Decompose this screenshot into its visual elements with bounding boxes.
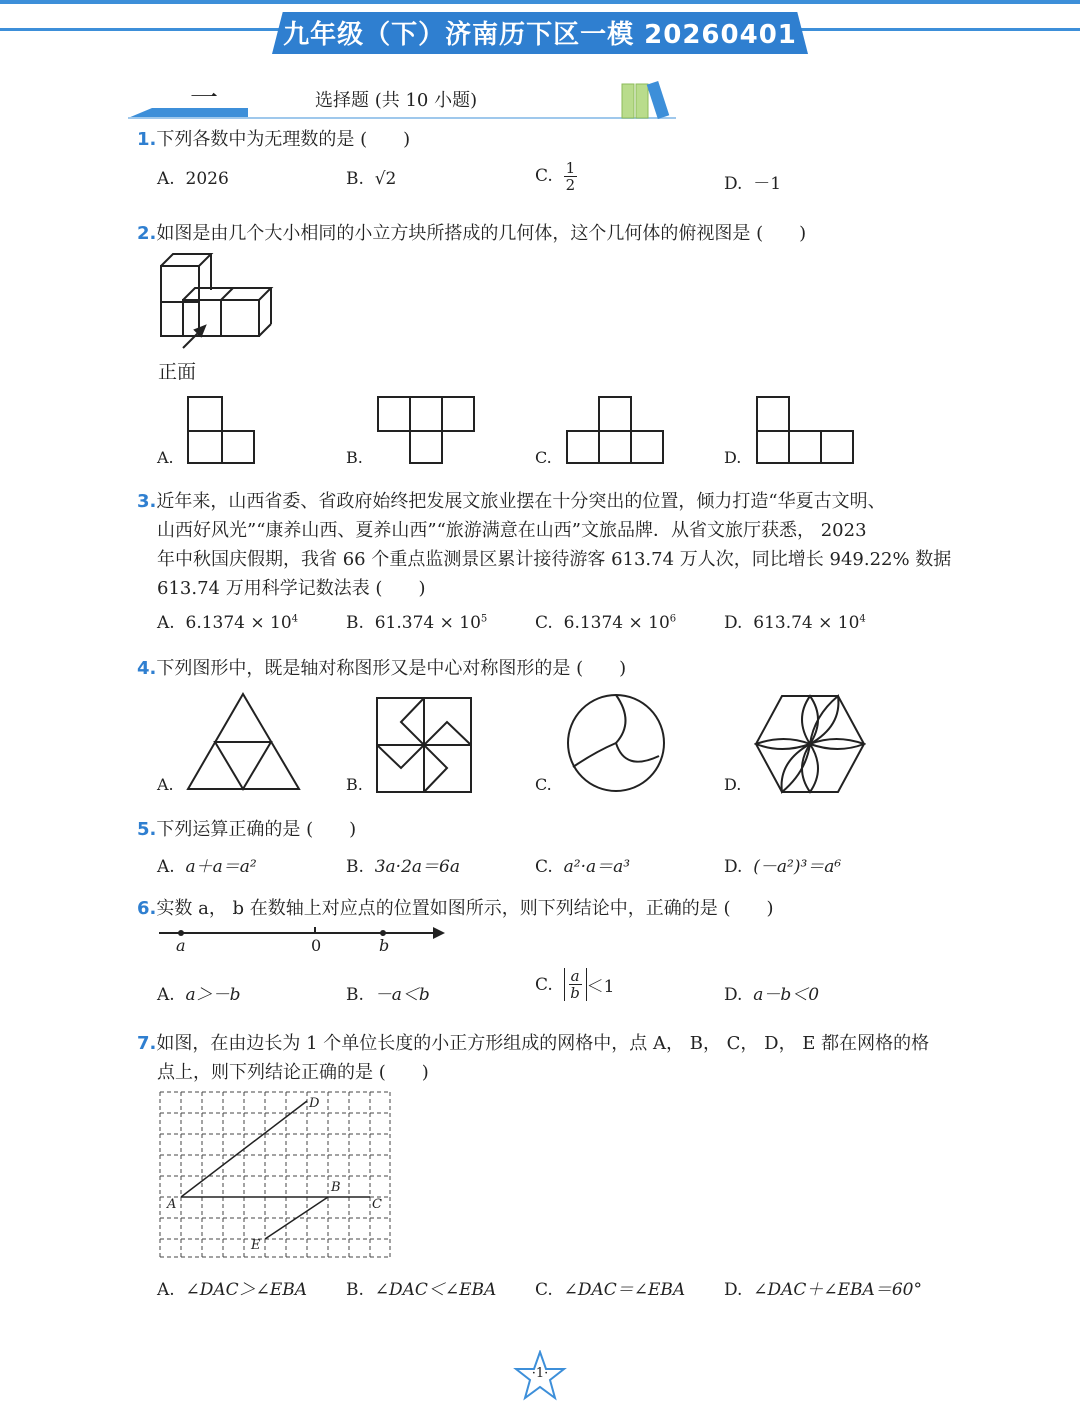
question-3: 3.近年来，山西省委、省政府始终把发展文旅业摆在十分突出的位置，倾力打造“华夏古文明、 山西好风光”“康养山西、夏养山西”“旅游满意在山西”文旅品牌．从省文旅厅获悉， 2023 年中秋国庆假期，我省 66 个重点监测景区累计接待游客 613.74 万人次，同比增长 949.22% 数据 613.74 万用科学记数法表 ( )	[137, 491, 952, 599]
q3-option-c: C. $6.1374 \times 10^6$	[535, 613, 677, 633]
q6-option-c: C. $\frac{a}{b}$ ＜1	[535, 967, 615, 1002]
question-5: 5.下列运算正确的是 ( )	[137, 819, 357, 840]
q2-front-label: 正面	[158, 361, 197, 383]
q4-option-b: B.	[346, 775, 363, 794]
q6-option-a: A. a＞－b	[157, 985, 241, 1005]
q4-option-b-figure	[375, 696, 473, 794]
question-2: 2.如图是由几个大小相同的小立方块所搭成的几何体，这个几何体的俯视图是 ( )	[137, 223, 807, 244]
q5-option-d: D. (－a²)³＝a⁶	[724, 857, 842, 877]
q2-option-b-figure	[376, 395, 478, 467]
question-6: 6.实数 a， b 在数轴上对应点的位置如图所示，则下列结论中，正确的是 ( )	[137, 898, 774, 919]
section-title: 选择题 (共 10 小题)	[315, 90, 478, 111]
q3-option-d: D. $613.74 \times 10^4$	[724, 613, 866, 633]
q1-option-b: B. √2	[346, 169, 397, 189]
q2-option-c-figure	[565, 395, 667, 467]
question-4: 4.下列图形中，既是轴对称图形又是中心对称图形的是 ( )	[137, 658, 627, 679]
q5-option-a: A. a＋a＝a²	[157, 857, 257, 877]
q6-number-line	[155, 922, 450, 942]
q7-option-a: A. ∠DAC＞∠EBA	[157, 1280, 308, 1300]
question-7: 7.如图，在由边长为 1 个单位长度的小正方形组成的网格中，点 A， B， C， D， E 都在网格的格 点上，则下列结论正确的是 ( )	[137, 1033, 930, 1083]
section-rule	[128, 117, 676, 119]
q7-option-d: D. ∠DAC＋∠EBA＝60°	[724, 1280, 922, 1300]
q2-option-c: C.	[535, 448, 552, 467]
q2-option-a-figure	[186, 395, 258, 467]
q4-option-c-figure	[565, 692, 667, 794]
q2-cube-figure	[155, 250, 285, 350]
q6-label-a: a	[176, 936, 186, 955]
page-title: 九年级（下）济南历下区一模 20260401	[283, 20, 797, 50]
q2-option-a: A.	[157, 448, 174, 467]
q6-label-b: b	[379, 936, 390, 955]
page-number: ·1·	[531, 1366, 549, 1381]
q1-option-d: D. －1	[724, 174, 782, 194]
question-1: 1.下列各数中为无理数的是 ( )	[137, 129, 411, 150]
books-icon	[620, 78, 680, 120]
q7-grid-figure	[158, 1090, 392, 1260]
q2-option-d-figure	[755, 395, 859, 467]
q4-option-d-figure	[754, 694, 866, 794]
q7-point-d: D	[309, 1096, 320, 1111]
q4-option-a: A.	[157, 775, 174, 794]
q7-point-c: C	[372, 1197, 382, 1212]
q7-point-a: A	[167, 1197, 177, 1212]
q3-option-b: B. $61.374 \times 10^5$	[346, 613, 488, 633]
q1-option-c: C. $\frac{1}{2}$	[535, 159, 576, 194]
q4-option-a-figure	[186, 692, 302, 792]
q4-option-c: C.	[535, 775, 552, 794]
q5-option-b: B. 3a·2a＝6a	[346, 857, 460, 877]
q7-point-e: E	[251, 1238, 261, 1253]
q6-option-b: B. －a＜b	[346, 985, 430, 1005]
q2-option-d: D.	[724, 448, 742, 467]
q6-label-zero: 0	[311, 936, 322, 955]
section-number: 一	[190, 81, 219, 114]
q7-option-b: B. ∠DAC＜∠EBA	[346, 1280, 497, 1300]
q3-option-a: A. $6.1374 \times 10^4$	[157, 613, 299, 633]
q4-option-d: D.	[724, 775, 742, 794]
q7-point-b: B	[331, 1180, 341, 1195]
q6-option-d: D. a－b＜0	[724, 985, 820, 1005]
q5-option-c: C. a²·a＝a³	[535, 857, 631, 877]
q1-option-a: A. 2026	[157, 169, 229, 189]
q7-option-c: C. ∠DAC＝∠EBA	[535, 1280, 686, 1300]
q2-option-b: B.	[346, 448, 363, 467]
top-rule	[0, 0, 1080, 4]
